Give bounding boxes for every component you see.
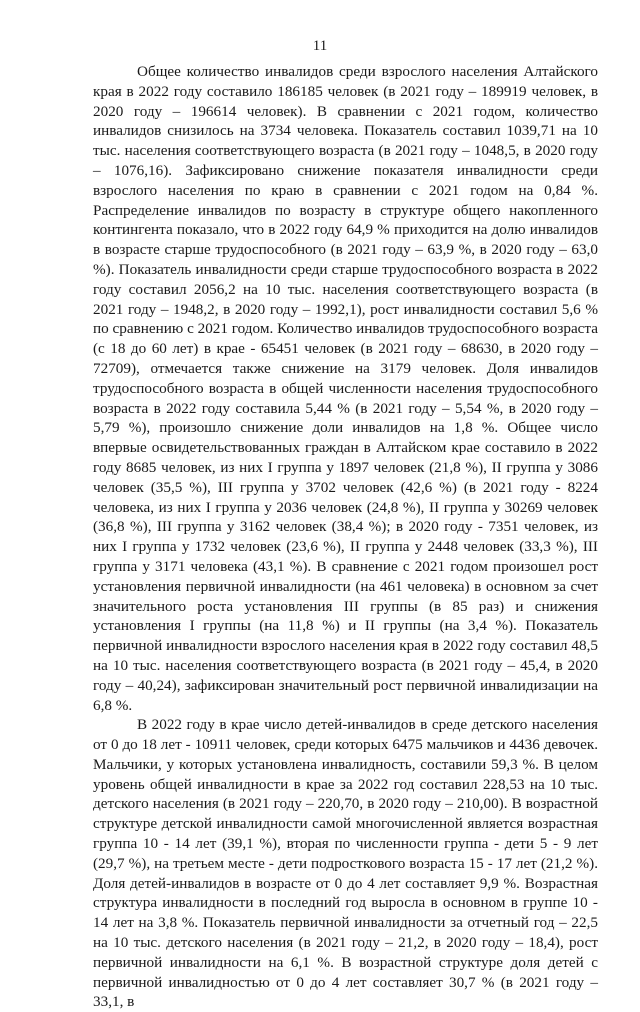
page-number: 11 xyxy=(312,38,328,54)
document-body xyxy=(93,62,598,1012)
paragraph-adult-disability: Общее количество инвалидов среди взрослого населения Алтайского края в 2022 году составило 186185 человек (в 2021 году – 189919 человек, в 2020 году – 196614 человек). В сравнении с 2021 годом, количество инвалидов снизилось на 3734 человека. Показатель составил 1039,71 на 10 тыс. населения соответствующего возраста (в 2021 году – 1048,5, в 2020 году – 1076,16). Зафиксировано снижение показателя инвалидности среди взрослого населения по краю в сравнении с 2021 годом на 0,84 %. Распределение инвалидов по возрасту в структуре общего накопленного контингента показало, что в 2022 году 64,9 % приходится на долю инвалидов в возрасте старше трудоспособного (в 2021 году – 63,9 %, в 2020 году – 63,0 %). Показатель инвалидности среди старше трудоспособного возраста в 2022 году составил 2056,2 на 10 тыс. населения соответствующего возраста (в 2021 году – 1948,2, в 2020 году – 1992,1), рост инвалидности составил 5,6 % по сравнению с 2021 годом. Количество инвалидов трудоспособного возраста (с 18 до 60 лет) в крае - 65451 человек (в 2021 году – 68630, в 2020 году – 72709), отмечается также снижение на 3179 человек. Доля инвалидов трудоспособного возраста в общей численности населения трудоспособного возраста в 2022 году составила 5,44 % (в 2021 году – 5,54 %, в 2020 году – 5,79 %), произошло снижение доли инвалидов на 1,8 %. Общее число впервые освидетельствованных граждан в Алтайском крае составило в 2022 году 8685 человек, из них I группа у 1897 человек (21,8 %), II группа у 3086 человек (35,5 %), III группа у 3702 человек (42,6 %) (в 2021 году - 8224 человека, из них I группа у 2036 человек (24,8 %), II группа у 30269 человек (36,8 %), III группа у 3162 человек (38,4 %); в 2020 году - 7351 человек, из них I группа у 1732 человек (23,6 %), II группа у 2448 человек (33,3 %), III группа у 3171 человека (43,1 %). В сравнение с 2021 годом произошел рост установления первичной инвалидности (на 461 человека) в основном за счет значительного роста установления III группы (в 85 раз) и снижения установления I группы (на 11,8 %) и II группы (на 3,4 %). Показатель первичной инвалидности взрослого населения края в 2022 году составил 48,5 на 10 тыс. населения соответствующего возраста (в 2021 году – 45,4, в 2020 году – 40,24), зафиксирован значительный рост первичной инвалидизации на 6,8 %. xyxy=(93,63,598,714)
paragraph-child-disability: В 2022 году в крае число детей-инвалидов в среде детского населения от 0 до 18 лет - 10911 человек, среди которых 6475 мальчиков и 4436 девочек. Мальчики, у которых установлена инвалидность, составили 59,3 %. В целом уровень общей инвалидности в крае за 2022 год составил 228,53 на 10 тыс. детского населения (в 2021 году – 220,70, в 2020 году – 210,00). В возрастной структуре детской инвалидности самой многочисленной является возрастная группа 10 - 14 лет (39,1 %), вторая по численности группа - дети 5 - 9 лет (29,7 %), на третьем месте - дети подросткового возраста 15 - 17 лет (21,2 %). Доля детей-инвалидов в возрасте от 0 до 4 лет составляет 9,9 %. Возрастная структура инвалидности в последний год выросла в основном в группе 10 - 14 лет на 3,8 %. Показатель первичной инвалидности за отчетный год – 22,5 на 10 тыс. детского населения (в 2021 году – 21,2, в 2020 году – 18,4), рост первичной инвалидности на 6,1 %. В возрастной структуре доля детей с первичной инвалидностью от 0 до 4 лет составляет 30,7 % (в 2021 году – 33,1, в xyxy=(93,716,598,1011)
